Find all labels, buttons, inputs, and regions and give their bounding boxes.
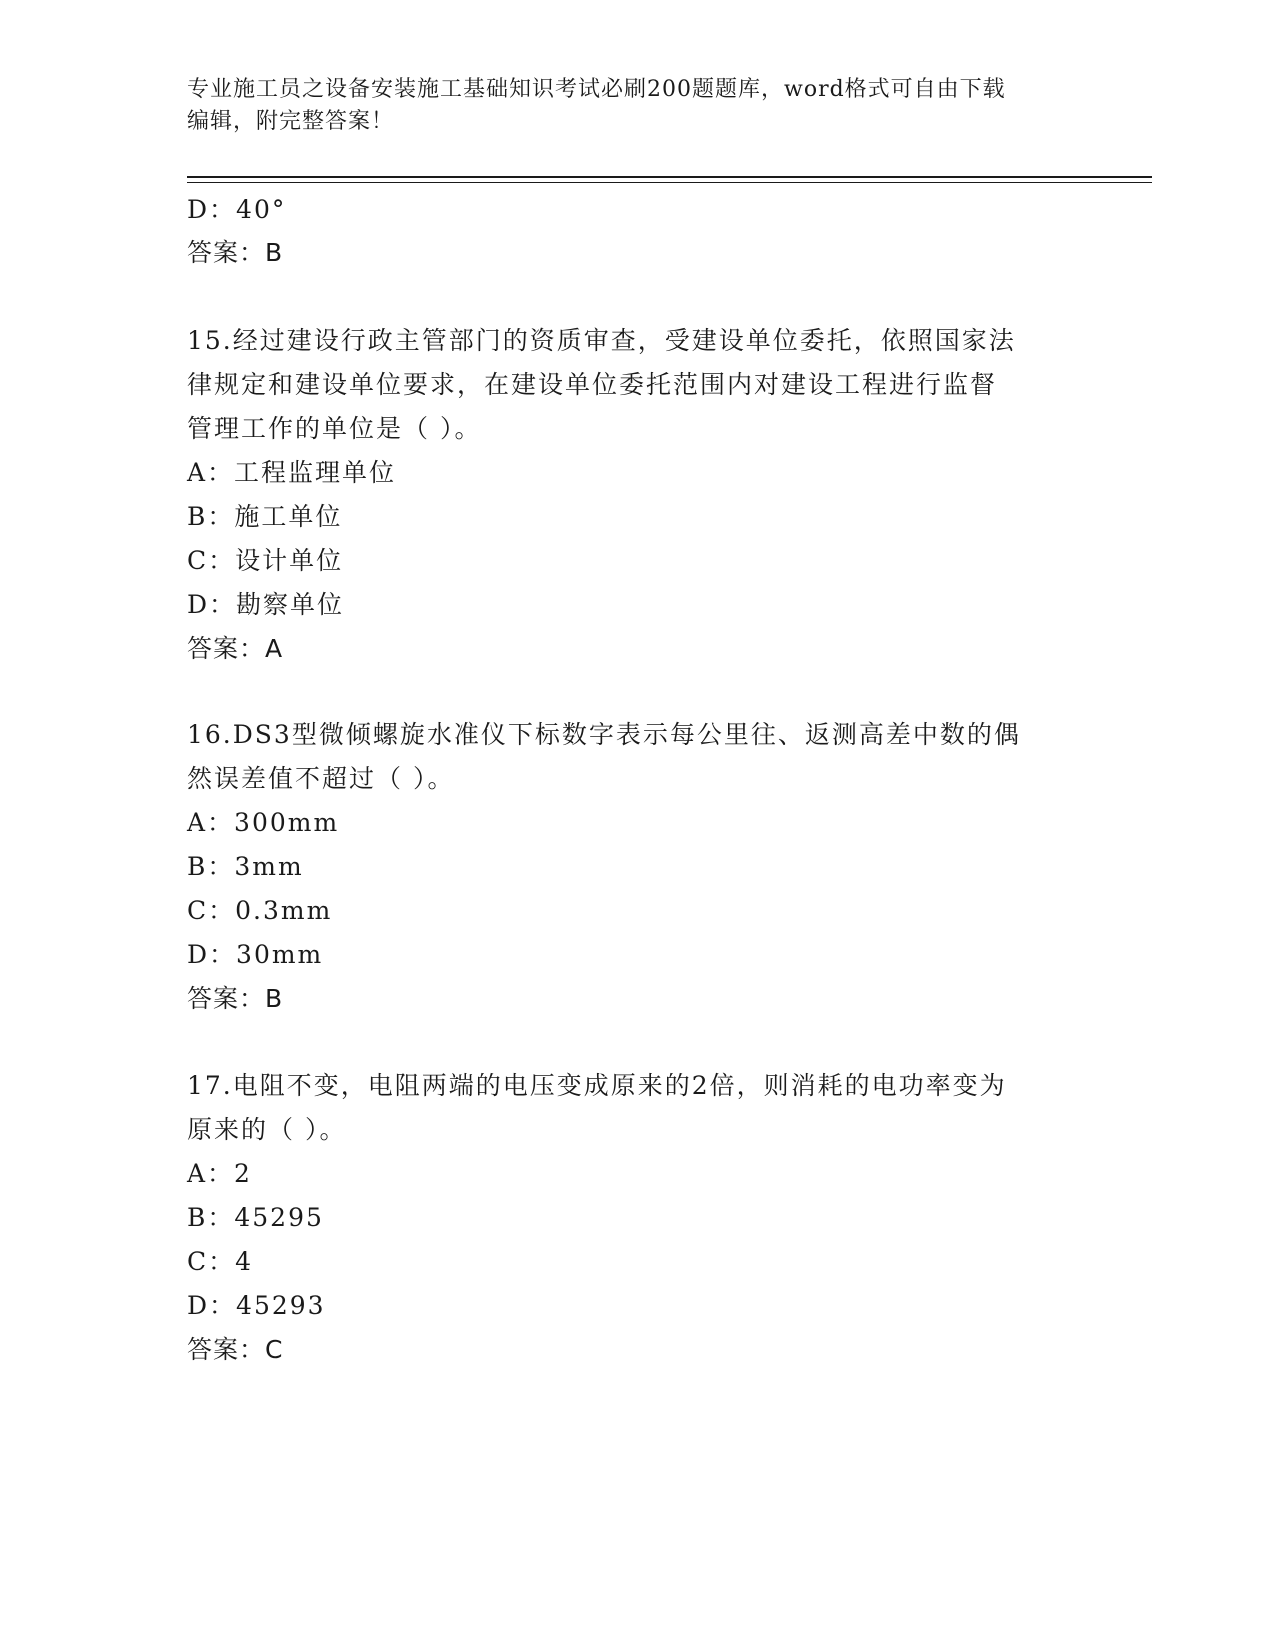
q17-option-b: B：45295 [187, 1203, 324, 1232]
q16-stem-line-1: 16.DS3型微倾螺旋水准仪下标数字表示每公里往、返测高差中数的偶 [187, 720, 1021, 749]
q15-stem-line-3: 管理工作的单位是（ ）。 [187, 414, 482, 443]
q16-option-d: D：30mm [187, 940, 324, 969]
header-divider-thin [187, 182, 1152, 183]
q16-answer: 答案：B [187, 984, 284, 1013]
q15-stem-line-2: 律规定和建设单位要求，在建设单位委托范围内对建设工程进行监督 [187, 370, 998, 399]
q16-option-b: B：3mm [187, 852, 304, 881]
q17-stem-line-1: 17.电阻不变，电阻两端的电压变成原来的2倍，则消耗的电功率变为 [187, 1071, 1007, 1100]
q17-option-c: C：4 [187, 1247, 254, 1276]
document-header [187, 74, 1067, 138]
q16-option-c: C：0.3mm [187, 896, 333, 925]
q15-answer: 答案：A [187, 634, 284, 663]
header-divider-thick [187, 176, 1152, 178]
q17-answer: 答案：C [187, 1335, 284, 1364]
q15-option-b: B：施工单位 [187, 502, 343, 531]
q15-option-a: A：工程监理单位 [187, 458, 397, 487]
q15-stem-line-1: 15.经过建设行政主管部门的资质审查，受建设单位委托，依照国家法 [187, 326, 1016, 355]
q16-stem-line-2: 然误差值不超过（ ）。 [187, 764, 455, 793]
q17-option-d: D：45293 [187, 1291, 326, 1320]
header-title-line-2: 编辑，附完整答案！ [187, 109, 395, 134]
q15-option-c: C：设计单位 [187, 546, 344, 575]
prev-answer: 答案：B [187, 238, 284, 267]
header-title-line-1: 专业施工员之设备安装施工基础知识考试必刷200题题库，word格式可自由下载 [187, 77, 1006, 102]
q17-option-a: A：2 [187, 1159, 252, 1188]
prev-option-d: D：40° [187, 195, 287, 224]
q15-option-d: D：勘察单位 [187, 590, 345, 619]
q17-stem-line-2: 原来的（ ）。 [187, 1115, 347, 1144]
q16-option-a: A：300mm [187, 808, 340, 837]
